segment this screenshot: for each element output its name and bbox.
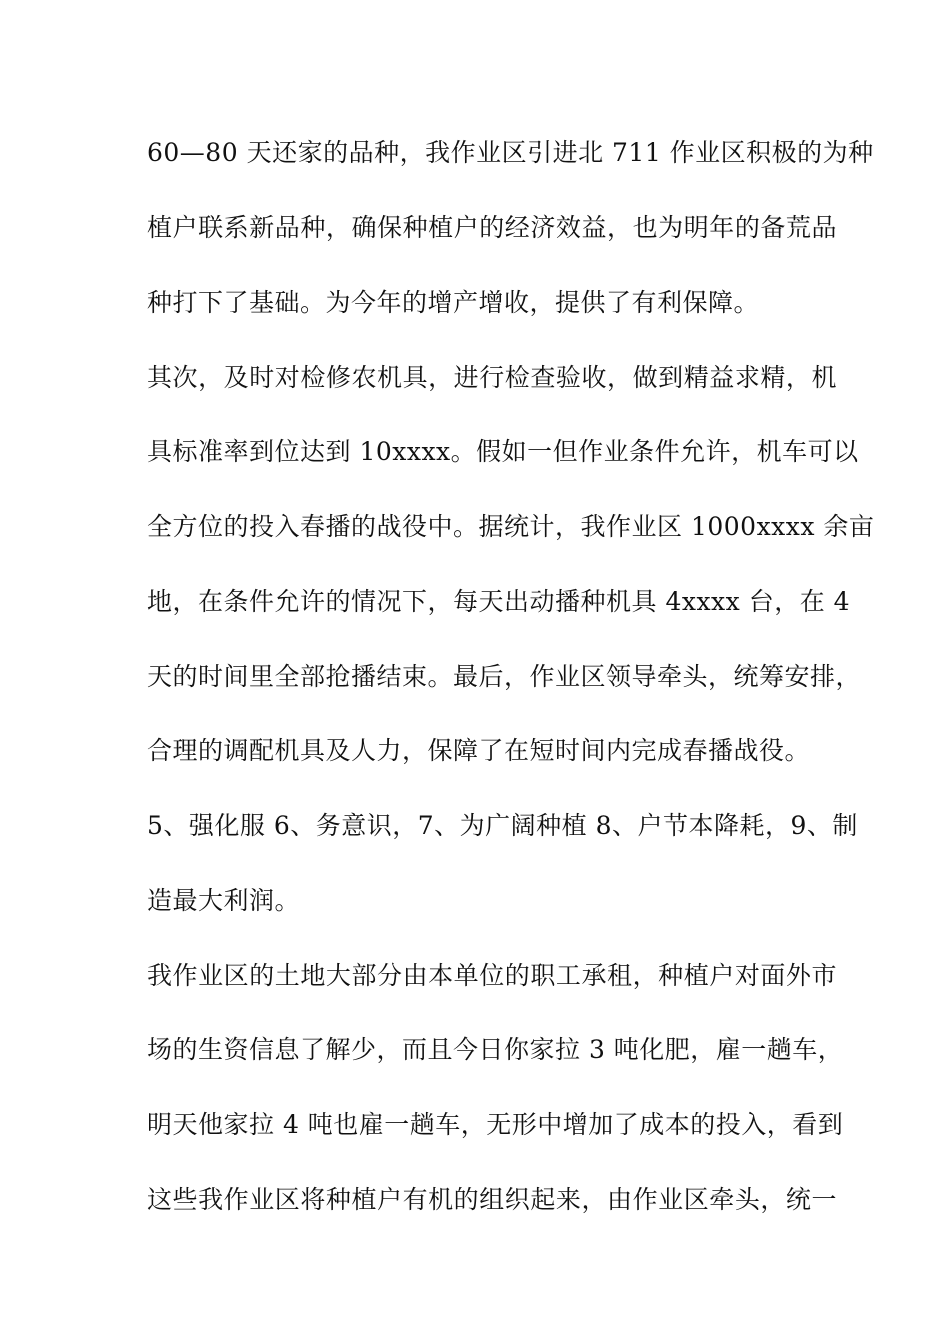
text-line-10: 5、强化服 6、务意识，7、为广阔种植 8、户节本降耗，9、制 bbox=[147, 811, 858, 840]
text-line-12: 我作业区的土地大部分由本单位的职工承租，种植户对面外市 bbox=[147, 961, 837, 990]
text-line-11: 造最大利润。 bbox=[147, 886, 301, 915]
text-line-2: 植户联系新品种，确保种植户的经济效益，也为明年的备荒品 bbox=[147, 213, 837, 242]
text-line-4: 其次，及时对检修农机具，进行检查验收，做到精益求精，机 bbox=[147, 363, 837, 392]
text-line-1: 60—80 天还家的品种，我作业区引进北 711 作业区积极的为种 bbox=[147, 138, 874, 167]
text-line-9: 合理的调配机具及人力，保障了在短时间内完成春播战役。 bbox=[147, 736, 811, 765]
text-line-3: 种打下了基础。为今年的增产增收，提供了有利保障。 bbox=[147, 288, 760, 317]
text-line-7: 地，在条件允许的情况下，每天出动播种机具 4xxxx 台，在 4 bbox=[147, 587, 851, 616]
text-line-8: 天的时间里全部抢播结束。最后，作业区领导牵头，统筹安排， bbox=[147, 662, 862, 691]
text-line-14: 明天他家拉 4 吨也雇一趟车，无形中增加了成本的投入，看到 bbox=[147, 1110, 844, 1139]
text-line-15: 这些我作业区将种植户有机的组织起来，由作业区牵头，统一 bbox=[147, 1185, 837, 1214]
text-line-5: 具标准率到位达到 10xxxx。假如一但作业条件允许，机车可以 bbox=[147, 437, 859, 466]
text-line-6: 全方位的投入春播的战役中。据统计，我作业区 1000xxxx 余亩 bbox=[147, 512, 875, 541]
text-line-13: 场的生资信息了解少，而且今日你家拉 3 吨化肥，雇一趟车， bbox=[147, 1035, 844, 1064]
